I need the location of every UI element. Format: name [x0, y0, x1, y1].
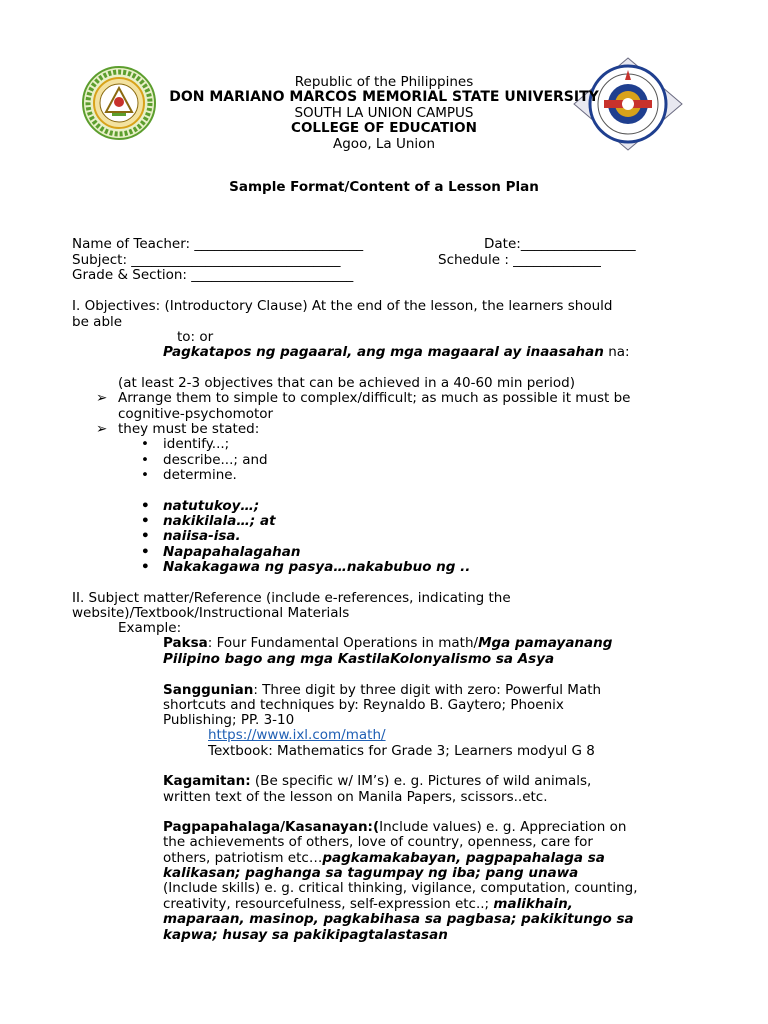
- pagpapahalaga-line-3-bold: pagkamakabayan, pagpapahalaga sa: [322, 850, 605, 866]
- pagpapahalaga-line-2: the achievements of others, love of country, openness, care for: [163, 834, 593, 850]
- arrow-item-1-cont: cognitive-psychomotor: [118, 406, 274, 422]
- document-title: Sample Format/Content of a Lesson Plan: [229, 179, 539, 195]
- bullet-icon: •: [141, 513, 150, 529]
- schedule-field: Schedule : _____________: [438, 252, 601, 268]
- pagpapahalaga-label: Pagpapahalaga/Kasanayan:(: [163, 819, 380, 835]
- bullet-fil-5: Nakakagawa ng pasya…nakabubuo ng ..: [163, 559, 471, 575]
- kagamitan-label: Kagamitan:: [163, 773, 251, 789]
- bullet-en-2: describe...; and: [163, 452, 268, 468]
- date-field: Date:_________________: [484, 236, 636, 252]
- arrow-item-1: Arrange them to simple to complex/difficult; as much as possible it must be: [118, 390, 631, 406]
- bullet-icon: •: [141, 544, 150, 560]
- paksa-label: Paksa: [163, 635, 208, 651]
- pagpapahalaga-line-4: kalikasan; paghanga sa tagumpay ng iba; pang unawa: [163, 865, 579, 881]
- university-name: DON MARIANO MARCOS MEMORIAL STATE UNIVERSITY: [169, 89, 599, 105]
- bullet-en-1: identify...;: [163, 436, 230, 452]
- sanggunian-line-2: shortcuts and techniques by: Reynaldo B. Gaytero; Phoenix: [163, 697, 564, 713]
- kagamitan-text: (Be specific w/ IM’s) e. g. Pictures of wild animals,: [250, 773, 592, 789]
- arrow-bullet-icon: ➢: [96, 390, 108, 406]
- republic-line: Republic of the Philippines: [294, 74, 474, 90]
- pagpapahalaga-line-8: kapwa; husay sa pakikipagtalastasan: [163, 927, 448, 943]
- grade-section-field: Grade & Section: ________________________: [72, 267, 354, 283]
- sanggunian-line-3: Publishing; PP. 3-10: [163, 712, 295, 728]
- bullet-icon: •: [141, 452, 149, 468]
- sanggunian-label: Sanggunian: [163, 682, 254, 698]
- textbook-line: Textbook: Mathematics for Grade 3; Learners modyul G 8: [208, 743, 595, 759]
- paksa-line: [163, 636, 612, 651]
- arrow-item-2: they must be stated:: [118, 421, 260, 437]
- location: Agoo, La Union: [333, 136, 435, 152]
- reference-link[interactable]: https://www.ixl.com/math/: [208, 727, 386, 743]
- subject-matter-heading: II. Subject matter/Reference (include e-references, indicating the: [72, 590, 511, 606]
- kagamitan-line: [163, 774, 591, 789]
- bullet-fil-1: natutukoy…;: [163, 498, 260, 514]
- objectives-note: (at least 2-3 objectives that can be achieved in a 40-60 min period): [118, 375, 575, 391]
- bullet-fil-2: nakikilala…; at: [163, 513, 276, 529]
- filipino-clause-bold: Pagkatapos ng pagaaral, ang mga magaaral ay inaasahan: [163, 344, 604, 360]
- pagpapahalaga-line-3-plain: others, patriotism etc…: [163, 850, 323, 866]
- teacher-field: Name of Teacher: _________________________: [72, 236, 364, 252]
- campus-name: SOUTH LA UNION CAMPUS: [294, 105, 474, 121]
- arrow-bullet-icon: ➢: [96, 421, 108, 437]
- pagpapahalaga-line-7: maparaan, masinop, pagkabihasa sa pagbasa; pakikitungo sa: [163, 911, 634, 927]
- bullet-fil-3: naiisa-isa.: [163, 528, 241, 544]
- paksa-text: : Four Fundamental Operations in math/: [207, 635, 479, 651]
- filipino-clause: [163, 345, 630, 360]
- filipino-clause-rest: na:: [603, 344, 630, 360]
- bullet-icon: •: [141, 436, 149, 452]
- bullet-icon: •: [141, 559, 150, 575]
- pagpapahalaga-line-6-bold: malikhain,: [493, 896, 573, 912]
- paksa-line-2: Pilipino bago ang mga KastilaKolonyalismo sa Asya: [163, 651, 555, 667]
- bullet-fil-4: Napapahalagahan: [163, 544, 301, 560]
- pagpapahalaga-line-5: (Include skills) e. g. critical thinking, vigilance, computation, counting,: [163, 880, 638, 896]
- example-label: Example:: [118, 620, 182, 636]
- subject-matter-heading-cont: website)/Textbook/Instructional Materials: [72, 605, 350, 621]
- subject-field: Subject: _______________________________: [72, 252, 341, 268]
- paksa-bold: Mga pamayanang: [478, 635, 613, 651]
- objectives-heading-cont: be able: [72, 314, 123, 330]
- pagpapahalaga-line-6-plain: creativity, resourcefulness, self-expression etc..;: [163, 896, 494, 912]
- college-name: COLLEGE OF EDUCATION: [291, 120, 477, 136]
- objectives-heading-to: to: or: [177, 329, 214, 345]
- bullet-en-3: determine.: [163, 467, 237, 483]
- bullet-icon: •: [141, 498, 150, 514]
- pagpapahalaga-text: Include values) e. g. Appreciation on: [379, 819, 627, 835]
- bullet-icon: •: [141, 467, 149, 483]
- bullet-icon: •: [141, 528, 150, 544]
- objectives-heading: I. Objectives: (Introductory Clause) At the end of the lesson, the learners should: [72, 298, 613, 314]
- kagamitan-line-2: written text of the lesson on Manila Papers, scissors..etc.: [163, 789, 548, 805]
- sanggunian-text: : Three digit by three digit with zero: Powerful Math: [253, 682, 602, 698]
